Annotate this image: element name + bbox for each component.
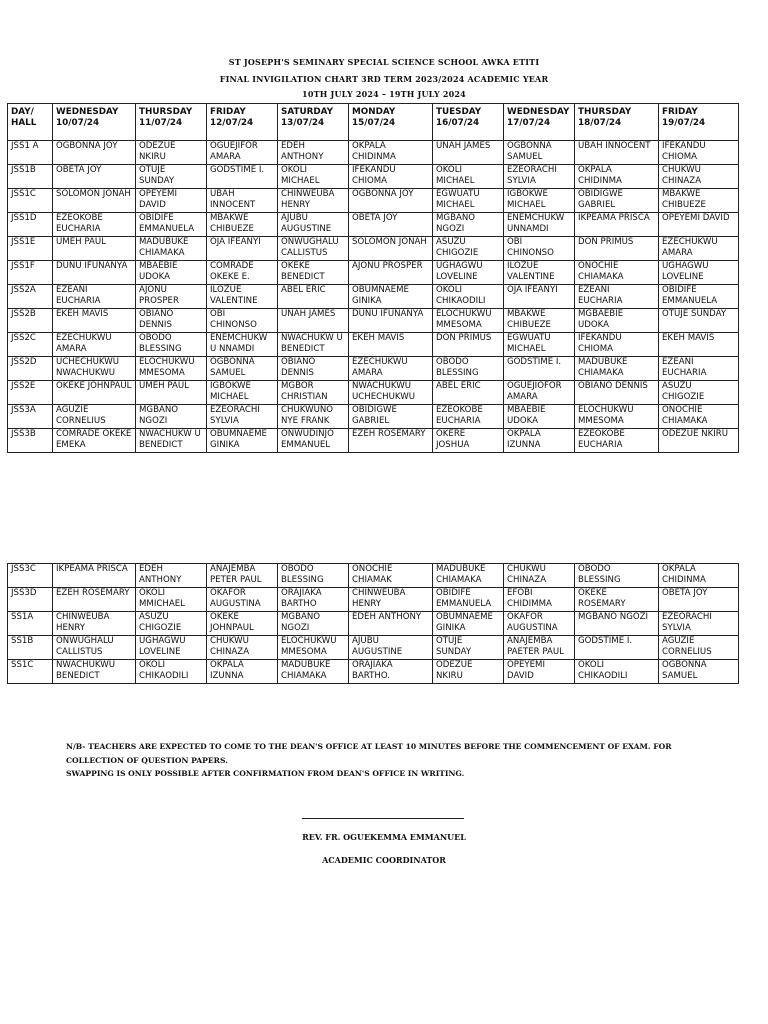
invigilator-cell: ANAJEMBA PETER PAUL [207,564,278,588]
invigilator-cell: IKPEAMA PRISCA [53,564,136,588]
table-row [8,405,739,429]
invigilator-cell: OKEKE JOHNPAUL [207,612,278,636]
invigilator-cell: OBUMNAEME GINIKA [433,612,504,636]
invigilator-cell: ILOZUE VALENTINE [207,285,278,309]
invigilator-cell: ELOCHUKWU MMESOMA [278,636,349,660]
table-row [8,636,739,660]
invigilator-cell: MADUBUKE CHIAMAKA [433,564,504,588]
invigilator-cell: EZEOKOBE EUCHARIA [433,405,504,429]
invigilator-cell: CHUKWU CHINAZA [207,636,278,660]
hall-cell: JSS2B [8,309,53,333]
hall-cell: JSS1B [8,165,53,189]
invigilator-cell: ILOZUE VALENTINE [504,261,575,285]
note-teachers: N/B- TEACHERS ARE EXPECTED TO COME TO THE DEAN'S OFFICE AT LEAST 10 MINUTES BEFORE THE COMMENCEMENT OF EXAM. FOR COLLECTION OF QUESTION PAPERS. [66,742,672,765]
signature-line [302,818,464,819]
invigilator-cell: MGBANO NGOZI [278,612,349,636]
table-row [8,564,739,588]
invigilator-cell: GODSTIME I. [207,165,278,189]
invigilator-cell: MADUBUKE CHIAMAKA [278,660,349,684]
invigilator-cell: UNAH JAMES [278,309,349,333]
table-row [8,588,739,612]
header-date: 15/07/24 [352,118,396,128]
invigilator-cell: OPEYEMI DAVID [504,660,575,684]
hall-cell: JSS2A [8,285,53,309]
invigilator-cell: MADUBUKE CHIAMAKA [136,237,207,261]
invigilator-cell: OBODO BLESSING [136,333,207,357]
header-day-name: FRIDAY [662,107,698,117]
invigilator-cell: OGBONNA JOY [349,189,433,213]
invigilator-cell: AJONU PROSPER [349,261,433,285]
invigilator-cell: EDEH ANTHONY [136,564,207,588]
invigilator-cell: OJA IFEANYI [504,285,575,309]
column-header-day [349,104,433,141]
invigilator-cell: OGBONNA JOY [53,141,136,165]
invigilator-cell: CHUKWU CHINAZA [659,165,739,189]
header-day-name: THURSDAY [139,107,193,117]
invigilator-cell: COMRADE OKEKE E. [207,261,278,285]
invigilator-cell: MBAEBIE UDOKA [504,405,575,429]
invigilator-cell: OBETA JOY [659,588,739,612]
header-date: 10/07/24 [56,118,100,128]
invigilator-cell: DON PRIMUS [433,333,504,357]
invigilator-cell: OBETA JOY [349,213,433,237]
invigilator-cell: ODEZUE NKIRU [136,141,207,165]
header-date: 18/07/24 [578,118,622,128]
invigilator-cell: OKOLI MMICHAEL [136,588,207,612]
hall-cell: JSS2D [8,357,53,381]
invigilator-cell: MGBANO NGOZI [575,612,659,636]
header-day-name: DAY/ [11,107,34,117]
invigilator-cell: OKPALA CHIDINMA [349,141,433,165]
invigilator-cell: OGBONNA SAMUEL [504,141,575,165]
invigilator-cell: MBAKWE CHIBUEZE [504,309,575,333]
note-swapping: SWAPPING IS ONLY POSSIBLE AFTER CONFIRMATION FROM DEAN'S OFFICE IN WRITING. [66,769,465,778]
invigilator-cell: ASUZU CHIGOZIE [433,237,504,261]
invigilator-cell: ONWUGHALU CALLISTUS [53,636,136,660]
invigilator-cell: GODSTIME I. [504,357,575,381]
invigilator-cell: OKOLI CHIKAODILI [575,660,659,684]
invigilator-cell: COMRADE OKEKE EMEKA [53,429,136,453]
hall-cell: JSS1C [8,189,53,213]
invigilator-cell: EZEANI EUCHARIA [659,357,739,381]
invigilator-cell: IFEKANDU CHIOMA [659,141,739,165]
invigilator-cell: OGBONNA SAMUEL [659,660,739,684]
invigilator-cell: IGBOKWE MICHAEL [504,189,575,213]
invigilator-cell: UMEH PAUL [136,381,207,405]
table-row [8,261,739,285]
invigilator-cell: ABEL ERIC [433,381,504,405]
invigilator-cell: ONOCHIE CHIAMAKA [575,261,659,285]
invigilator-cell: OBIDIFE EMMANUELA [136,213,207,237]
invigilator-cell: UCHECHUKWU NWACHUKWU [53,357,136,381]
invigilator-cell: OBIDIGWE GABRIEL [575,189,659,213]
invigilator-cell: DUNU IFUNANYA [53,261,136,285]
header-date: HALL [11,118,37,128]
invigilator-cell: ANAJEMBA PAETER PAUL [504,636,575,660]
table-row [8,213,739,237]
invigilator-cell: SOLOMON JONAH [349,237,433,261]
table-row [8,660,739,684]
invigilator-cell: IGBOKWE MICHAEL [207,381,278,405]
table-row [8,381,739,405]
invigilator-cell: OBI CHINONSO [207,309,278,333]
invigilator-cell: NWACHUKW U BENEDICT [136,429,207,453]
invigilator-cell: ASUZU CHIGOZIE [136,612,207,636]
hall-cell: JSS2C [8,333,53,357]
column-header-day [504,104,575,141]
invigilator-cell: OKOLI CHIKAODILI [136,660,207,684]
invigilator-cell: OKEKE ROSEMARY [575,588,659,612]
header-day-name: TUESDAY [436,107,482,117]
chart-title: FINAL INVIGILATION CHART 3RD TERM 2023/2024 ACADEMIC YEAR [219,74,549,84]
column-header-day [659,104,739,141]
invigilator-cell: EFOBI CHIDIMMA [504,588,575,612]
invigilator-cell: ABEL ERIC [278,285,349,309]
invigilation-table-part2 [7,563,739,684]
hall-cell: JSS1F [8,261,53,285]
invigilator-cell: OBIANO DENNIS [136,309,207,333]
header-date: 11/07/24 [139,118,183,128]
invigilator-cell: OBUMNAEME GINIKA [207,429,278,453]
invigilator-cell: AGUZIE CORNELIUS [659,636,739,660]
invigilator-cell: UMEH PAUL [53,237,136,261]
header-date: 17/07/24 [507,118,551,128]
column-header-day [278,104,349,141]
invigilator-cell: OKAFOR AUGUSTINA [207,588,278,612]
invigilator-cell: AJUBU AUGUSTINE [349,636,433,660]
table-row [8,612,739,636]
invigilator-cell: ELOCHUKWU MMESOMA [136,357,207,381]
invigilator-cell: OGUEJIFOR AMARA [207,141,278,165]
invigilator-cell: EZEORACHI SYLVIA [504,165,575,189]
invigilator-cell: UGHAGWU LOVELINE [136,636,207,660]
invigilator-cell: OKAFOR AUGUSTINA [504,612,575,636]
invigilator-cell: NWACHUKWU UCHECHUKWU [349,381,433,405]
invigilator-cell: ASUZU CHIGOZIE [659,381,739,405]
invigilator-cell: NWACHUKWU BENEDICT [53,660,136,684]
invigilator-cell: EZECHUKWU AMARA [659,237,739,261]
invigilator-cell: OKOLI MICHAEL [433,165,504,189]
invigilator-cell: EZEOKOBE EUCHARIA [575,429,659,453]
column-header-day-hall [8,104,53,141]
header-day-name: MONDAY [352,107,396,117]
invigilator-cell: OKPALA IZUNNA [207,660,278,684]
invigilator-cell: EZEH ROSEMARY [53,588,136,612]
header-day-name: WEDNESDAY [507,107,570,117]
table-row [8,165,739,189]
invigilator-cell: ELOCHUKWU MMESOMA [575,405,659,429]
school-name: ST JOSEPH'S SEMINARY SPECIAL SCIENCE SCHOOL AWKA ETITI [228,57,540,67]
invigilator-cell: OKOLI MICHAEL [278,165,349,189]
invigilator-cell: EKEH MAVIS [53,309,136,333]
invigilator-cell: MADUBUKE CHIAMAKA [575,357,659,381]
invigilator-cell: UBAH INNOCENT [207,189,278,213]
header-day-name: FRIDAY [210,107,246,117]
header-date: 13/07/24 [281,118,325,128]
invigilator-cell: ONWUDINJO EMMANUEL [278,429,349,453]
invigilator-cell: CHINWEUBA HENRY [278,189,349,213]
invigilator-cell: ENEMCHUKW U NNAMDI [207,333,278,357]
invigilator-cell: UGHAGWU LOVELINE [433,261,504,285]
column-header-day [53,104,136,141]
invigilator-cell: CHINWEUBA HENRY [349,588,433,612]
invigilator-cell: MGBAEBIE UDOKA [575,309,659,333]
hall-cell: JSS3A [8,405,53,429]
invigilator-cell: ELOCHUKWU MMESOMA [433,309,504,333]
coordinator-name: REV. FR. OGUEKEMMA EMMANUEL [302,832,466,842]
invigilator-cell: EZEH ROSEMARY [349,429,433,453]
hall-cell: JSS1 A [8,141,53,165]
column-header-day [433,104,504,141]
invigilator-cell: EZECHUKWU AMARA [53,333,136,357]
invigilator-cell: ONWUGHALU CALLISTUS [278,237,349,261]
coordinator-title: ACADEMIC COORDINATOR [322,855,446,865]
invigilator-cell: OKPALA CHIDINMA [659,564,739,588]
invigilator-cell: MBAKWE CHIBUEZE [659,189,739,213]
invigilator-cell: ORAJIAKA BARTHO. [349,660,433,684]
hall-cell: SS1A [8,612,53,636]
header-date: 12/07/24 [210,118,254,128]
header-day-name: WEDNESDAY [56,107,119,117]
invigilator-cell: OBODO BLESSING [278,564,349,588]
header-date: 19/07/24 [662,118,706,128]
invigilator-cell: GODSTIME I. [575,636,659,660]
invigilator-cell: NWACHUKW U BENEDICT [278,333,349,357]
column-header-day [207,104,278,141]
invigilator-cell: OKERE JOSHUA [433,429,504,453]
column-header-day [136,104,207,141]
table-row [8,309,739,333]
invigilator-cell: CHUKWUNO NYE FRANK [278,405,349,429]
invigilator-cell: EZEORACHI SYLVIA [207,405,278,429]
invigilator-cell: UGHAGWU LOVELINE [659,261,739,285]
invigilator-cell: OTUJE SUNDAY [433,636,504,660]
invigilator-cell: EZEOKOBE EUCHARIA [53,213,136,237]
column-header-day [575,104,659,141]
invigilator-cell: OTUJE SUNDAY [136,165,207,189]
invigilator-cell: ODEZUE NKIRU [659,429,739,453]
invigilator-cell: OJA IFEANYI [207,237,278,261]
invigilator-cell: IKPEAMA PRISCA [575,213,659,237]
table-row [8,429,739,453]
invigilator-cell: OKEKE BENEDICT [278,261,349,285]
invigilator-cell: OBIDIFE EMMANUELA [433,588,504,612]
table-row [8,237,739,261]
invigilator-cell: OBIDIGWE GABRIEL [349,405,433,429]
invigilator-cell: MBAEBIE UDOKA [136,261,207,285]
invigilator-cell: OBI CHINONSO [504,237,575,261]
invigilator-cell: EZEORACHI SYLVIA [659,612,739,636]
invigilator-cell: OBODO BLESSING [433,357,504,381]
invigilator-cell: EKEH MAVIS [349,333,433,357]
invigilator-cell: EDEH ANTHONY [278,141,349,165]
invigilator-cell: OBETA JOY [53,165,136,189]
header-date: 16/07/24 [436,118,480,128]
invigilation-table-part1 [7,103,739,453]
table-row [8,141,739,165]
invigilator-cell: EZECHUKWU AMARA [349,357,433,381]
invigilator-cell: OPEYEMI DAVID [659,213,739,237]
invigilator-cell: OBODO BLESSING [575,564,659,588]
hall-cell: JSS3C [8,564,53,588]
invigilator-cell: ONOCHIE CHIAMAKA [659,405,739,429]
invigilator-cell: IFEKANDU CHIOMA [349,165,433,189]
hall-cell: JSS3D [8,588,53,612]
hall-cell: JSS2E [8,381,53,405]
invigilator-cell: OKOLI CHIKAODILI [433,285,504,309]
invigilator-cell: CHUKWU CHINAZA [504,564,575,588]
invigilator-cell: ONOCHIE CHIAMAK [349,564,433,588]
invigilator-cell: OPEYEMI DAVID [136,189,207,213]
invigilator-cell: OBIDIFE EMMANUELA [659,285,739,309]
invigilator-cell: MGBOR CHRISTIAN [278,381,349,405]
invigilator-cell: OKPALA CHIDINMA [575,165,659,189]
invigilator-cell: EZEANI EUCHARIA [53,285,136,309]
invigilator-cell: IFEKANDU CHIOMA [575,333,659,357]
header-day-name: THURSDAY [578,107,632,117]
invigilator-cell: EDEH ANTHONY [349,612,433,636]
invigilator-cell: CHINWEUBA HENRY [53,612,136,636]
invigilator-cell: OBUMNAEME GINIKA [349,285,433,309]
invigilator-cell: OGBONNA SAMUEL [207,357,278,381]
invigilator-cell: EGWUATU MICHAEL [504,333,575,357]
table-row [8,285,739,309]
invigilator-cell: AJONU PROSPER [136,285,207,309]
invigilator-cell: OKPALA IZUNNA [504,429,575,453]
invigilator-cell: ENEMCHUKW UNNAMDI [504,213,575,237]
invigilator-cell: OBIANO DENNIS [278,357,349,381]
table-row [8,357,739,381]
date-range: 10TH JULY 2024 – 19TH JULY 2024 [302,89,466,99]
header-day-name: SATURDAY [281,107,334,117]
hall-cell: JSS1D [8,213,53,237]
invigilator-cell: AJUBU AUGUSTINE [278,213,349,237]
table-row [8,189,739,213]
invigilator-cell: EZEANI EUCHARIA [575,285,659,309]
invigilator-cell: OGUEJIOFOR AMARA [504,381,575,405]
invigilator-cell: OBIANO DENNIS [575,381,659,405]
table-header-row [8,104,739,141]
invigilator-cell: MBAKWE CHIBUEZE [207,213,278,237]
invigilator-cell: OTUJE SUNDAY [659,309,739,333]
table-row [8,333,739,357]
hall-cell: SS1C [8,660,53,684]
invigilator-cell: EGWUATU MICHAEL [433,189,504,213]
invigilator-cell: MGBANO NGOZI [433,213,504,237]
hall-cell: SS1B [8,636,53,660]
invigilator-cell: UBAH INNOCENT [575,141,659,165]
invigilator-cell: SOLOMON JONAH [53,189,136,213]
invigilator-cell: OKEKE JOHNPAUL [53,381,136,405]
invigilator-cell: ODEZUE NKIRU [433,660,504,684]
invigilator-cell: UNAH JAMES [433,141,504,165]
invigilator-cell: DON PRIMUS [575,237,659,261]
invigilator-cell: AGUZIE CORNELIUS [53,405,136,429]
invigilator-cell: EKEH MAVIS [659,333,739,357]
invigilator-cell: DUNU IFUNANYA [349,309,433,333]
hall-cell: JSS3B [8,429,53,453]
invigilator-cell: ORAJIAKA BARTHO [278,588,349,612]
hall-cell: JSS1E [8,237,53,261]
invigilator-cell: MGBANO NGOZI [136,405,207,429]
